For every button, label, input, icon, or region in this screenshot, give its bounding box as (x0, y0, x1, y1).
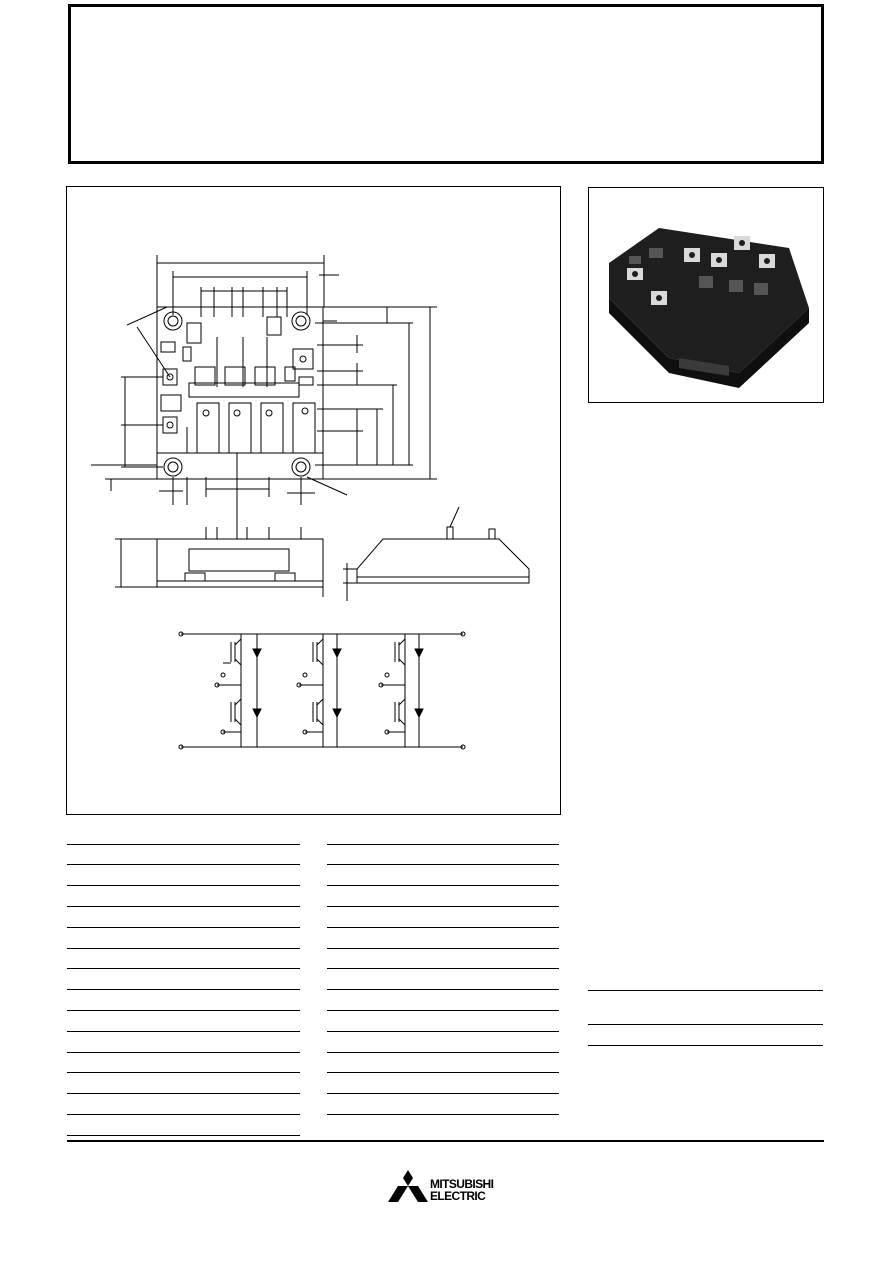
brand-line-1: MITSUBISHI (430, 1177, 494, 1191)
mitsubishi-electric-logo (388, 1170, 508, 1206)
brand-line-2: ELECTRIC (430, 1189, 486, 1203)
footer-rule (67, 1140, 824, 1142)
three-diamonds-icon (388, 1170, 428, 1206)
